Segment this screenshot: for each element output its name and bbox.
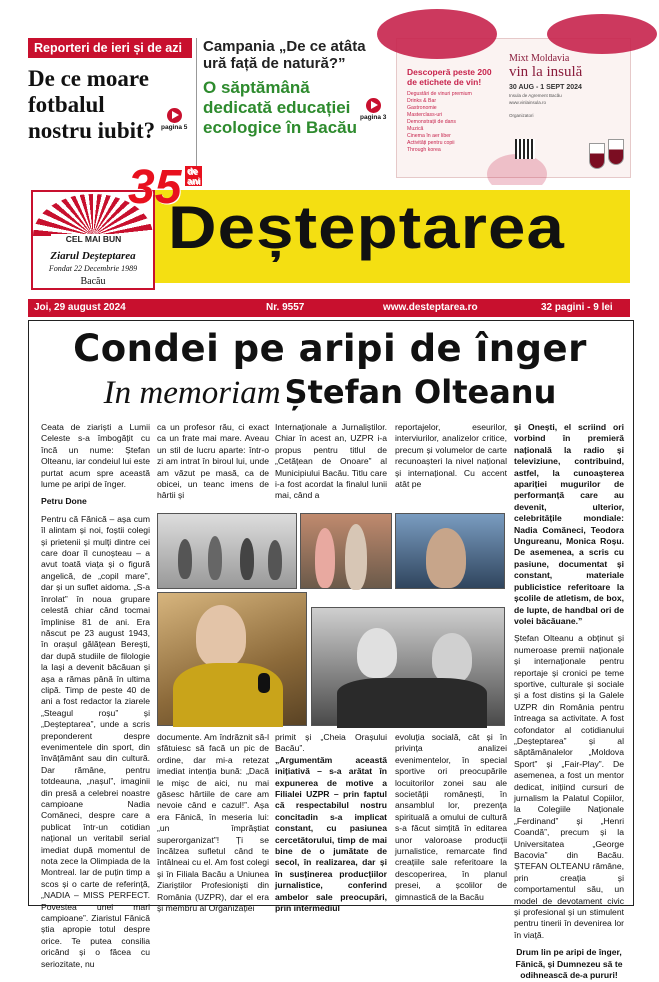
teaser-campaign-title: Campania „De ce atâta ură față de natură?” (203, 38, 366, 72)
ad-organizers: Organizatori (509, 113, 534, 118)
article-paragraph: evoluția socială, cât și în privința analizei evenimentelor, în special sportive ori preocupările locuitorilor zonei sau ale societății românești, în ansamblul lor, prezența spirituală a omului de cultură s-a făcut simțită în editarea unor valoroase producții jurnalistice, remarcate find creațiile sale referitoare la descoperirea, în planul presei, a școlilor de gimnastică de la Bacău (395, 732, 507, 902)
ad-venue: Insula de Agrement Bacău (509, 93, 562, 98)
article-column-3-bottom (275, 732, 387, 914)
person-figure (432, 633, 472, 683)
anniversary-badge (128, 160, 201, 215)
seal-city: Bacău (80, 276, 106, 287)
article-subtitle (30, 373, 630, 412)
article-closing: Drum lin pe aripi de înger, Fănică, și Dumnezeu să te odihnească de-a pururi! (515, 947, 623, 981)
article-paragraph: „Argumentăm această inițiativă – s-a arătat în expunerea de motive a Filialei UZPR – prin faptul că respectabilul nostru concitadin s-a implicat constant, cu pasiunea cercetătorului, timp de mai bine de o jumătate de secol, în realizarea, dar și în susținerea producțiilor jurnalistice, conferind ambelor sale preocupări, prin intermediul (275, 754, 387, 914)
ad-headline: Descoperă peste 200 de etichete de vin! (407, 67, 492, 87)
ad-item: Cinema în aer liber (407, 133, 451, 139)
article-title: Condei pe aripi de înger (73, 327, 587, 370)
page-ref: pagina 3 (360, 114, 387, 121)
suit-shape (337, 678, 487, 728)
article-paragraph: și Onești, el scriind ori vorbind în premieră națională la radio și televiziune, contribuind, astfel, la cunoașterea apariției mugurilor de performanță care au devenit, ulterior, celebritățile mondiale: Nadia Comăneci, Teodora Ungureanu, Monica Roșu. De asemenea, a scris cu pasiune, documentat și constant, materiale publicistice referitoare la școlile de atletism, de box, de lupte, de handbal ori de volei băcăuane.” (514, 422, 624, 626)
page-link-3[interactable] (360, 98, 386, 121)
article-paragraph: Pentru că Fănică – așa cum îl alintam și noi, foștii colegi și prietenii și mulți dintre cei care doar îl cunoșteau – a avut toată viața și o figură angelică, de „copil mare”, dar și un suflet aidoma. „S-a înrolat” în noua grupare celestă chiar când tocmai împlinise 81 de ani. Era născut pe 23 august 1943, în orașul gălățean Berești, dar după studiile de filologie la Iași a devenit băcăuan și așa a rămas până în ultima clipă. Timp de peste 40 de ani a fost redactor la ziarele „Steagul roșu” și „Deșteptarea”, unde a scris preponderent despre evenimentele din sport, din învățământ sau din cultură. Dar rămâne, pentru totdeauna, „nașul”, imaginii din presă a celebrei noastre campioane Nadia Comăneci, despre care a publicat într-un cotidian național un veritabil serial imediat după momentul de nota zece la Olimpiada de la Montreal. Iar de puțin timp a scos și o carte de referință, „NADIA – MISS PERFECT. Povestea unei mari campioane”. Ziaristul Fănică știa apropie totul despre orice. Te putea consilia oricând și o făcea cu seriozitate, nu (41, 513, 150, 969)
person-figure (196, 605, 246, 667)
issue-bar (28, 299, 630, 317)
seal-name: Ziarul Deșteptarea (50, 250, 136, 262)
issue-date: Joi, 29 august 2024 (34, 302, 126, 313)
wine-glass-icon (589, 143, 605, 169)
wine-splash (547, 14, 657, 54)
article-paragraph: primit și „Cheia Orașului Bacău”. (275, 732, 387, 754)
website-link[interactable]: www.desteptarea.ro (383, 302, 478, 313)
subtitle-prefix: In memoriam (103, 375, 281, 411)
masthead (28, 161, 630, 295)
person-figure (178, 539, 192, 579)
person-figure (426, 528, 466, 588)
ad-item: Degustări de vinuri premium (407, 91, 472, 97)
teaser-tag: Reporteri de ieri și de azi (28, 38, 192, 58)
pages-price: 32 pagini - 9 lei (541, 302, 613, 313)
person-figure (208, 536, 222, 580)
ad-left (407, 67, 502, 154)
ad-item-list (407, 91, 502, 154)
ad-website: www.vinlainsula.ro (509, 100, 547, 105)
article-column-2-top (157, 422, 269, 502)
teaser-campaign[interactable] (203, 38, 391, 178)
article-byline: Petru Done (41, 496, 87, 507)
ad-item: Muzică (407, 126, 424, 132)
article-column-3-top (275, 422, 387, 502)
person-figure (240, 538, 254, 580)
article-paragraph: Ștefan Olteanu a obținut și numeroase premii naționale și internaționale pentru reportaje și cronici pe teme sportive, culturale și sociale și a fost distins și la Galele UZPR din România pentru întreaga sa activitate. A fost cofondator al cotidianului „Deșteptarea” și al săptămânalelor „Moldova Sport” și „Fair-Play”. De asemenea, a fost un mentor dedicat, inițiind cursuri de jurnalism la Palatul Copiilor, la Colegiile Naționale „Ferdinand” și „Henri Coandă”, precum și la Universitatea „George Bacovia” din Bacău. ȘTEFAN OLTEANU rămâne, prin creația și comportamentul său, un model de devotament civic și profesional și un stimulent pentru tinerii în devenirea lor în viață. (514, 633, 624, 940)
article-column-4-bottom (395, 732, 507, 900)
page-ref: pagina 5 (161, 124, 188, 131)
person-figure (268, 540, 282, 580)
seal-top: CEL MAI BUN (51, 234, 136, 244)
article-column-1 (41, 422, 150, 969)
teaser-headline: De ce moare fotbalul nostru iubit? (28, 66, 156, 143)
article-column-5 (514, 422, 624, 981)
photo-group-students[interactable] (157, 513, 297, 589)
article-column-2-bottom (157, 732, 269, 914)
ad-item: Demonstrații de dans (407, 119, 457, 125)
teaser-football[interactable] (28, 38, 192, 178)
ad-item: Through korea (407, 147, 441, 153)
qr-code-icon[interactable] (515, 139, 535, 159)
play-icon (167, 108, 182, 123)
article-paragraph: Internaționale a Jurnaliștilor. Chiar în acest an, UZPR i-a propus pentru titlul de „Cetățean de Onoare” al Municipiului Bacău. Titlu care i-a fost acordat la finalul lunii mai, când a (275, 422, 387, 501)
ad-item: Activități pentru copii (407, 140, 455, 146)
wine-splash (377, 9, 497, 59)
article-paragraph: ca un profesor rău, ci exact ca un frate mai mare. Aveau un stil de lucru aparte: într-o zi am intrat în biroul lui, unde am văzut pe masă, ca de obicei, un teanc imens de hârtii și (157, 422, 269, 501)
subtitle-name: Ștefan Olteanu (284, 373, 557, 411)
person-figure (315, 528, 335, 588)
ad-right (509, 53, 627, 118)
newspaper-title[interactable]: Deșteptarea (168, 194, 566, 261)
anniversary-number: 35 (128, 161, 182, 214)
wine-glass-icon (608, 139, 624, 165)
photo-man-desk[interactable] (395, 513, 505, 589)
photo-archive-bw[interactable] (311, 607, 505, 726)
anniversary-label: de ani (187, 166, 201, 186)
article-column-4-top (395, 422, 507, 502)
ad-item: Drinks & Bar (407, 98, 437, 104)
ad-dates: 30 AUG - 1 SEPT 2024 (509, 84, 582, 91)
ad-item: Masterclass-uri (407, 112, 443, 118)
article-paragraph: documente. Am îndrăznit să-l sfătuiesc să facă un pic de ordine, dar mi-a retezat imediat intenția bună: „Dacă le mișc de aici, nu mai găsesc hârtiile de care am nevoie când e cazul!”. Așa era Fănică, în meseria lui: „un împrăștiat superorganizat”! Ți se încălzea sufletul când te întâlneai cu el. Am fost colegi și în Filiala Bacău a Uniunea Ziariștilor Profesioniști din România (UZPR), dar el era și membru al Organizației (157, 732, 269, 914)
ad-item: Gastronomie (407, 105, 437, 111)
play-icon (366, 98, 381, 113)
seal-founded: Fondat 22 Decembrie 1989 (48, 264, 138, 273)
microphone-icon (258, 673, 270, 693)
article-paragraph: reportajelor, eseurilor, interviurilor, analizelor critice, precum și volumelor de carte recunoașteri la nivel național și internațional. Cu accent atât pe (395, 422, 507, 490)
teaser-campaign-subtitle: O săptămână dedicată educației ecologice în Bacău (203, 78, 357, 137)
ad-title: vin la insulă (509, 64, 583, 80)
divider (196, 38, 197, 178)
page-link-5[interactable] (161, 108, 187, 131)
photo-stefan-olteanu-microphone[interactable] (157, 592, 307, 726)
wine-festival-ad[interactable] (396, 38, 631, 178)
photo-people-group[interactable] (300, 513, 392, 589)
ad-brand: Mixt Moldavia (509, 53, 570, 64)
person-figure (357, 628, 397, 678)
person-figure (345, 524, 367, 590)
issue-number: Nr. 9557 (266, 302, 305, 313)
article-lead: Ceata de ziariști a Lumii Celeste s-a îmbogățit cu încă un nume: Ștefan Olteanu, iar condeiul lui este purtat acum spre această lume pe aripi de înger. (41, 422, 150, 490)
